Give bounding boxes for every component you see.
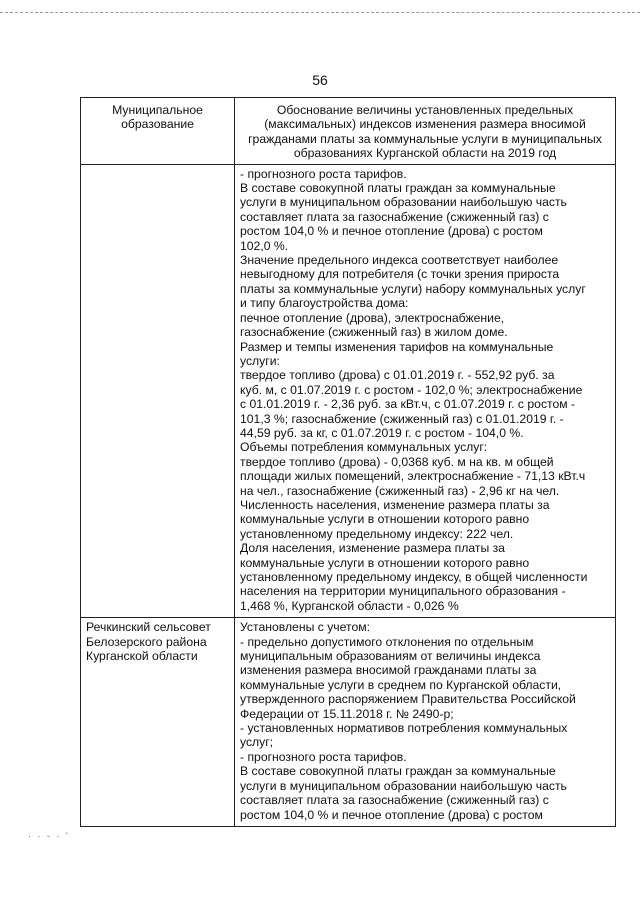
header-justification bbox=[235, 98, 616, 165]
justification-line: Значение предельного индекса соответствует наиболее bbox=[240, 253, 559, 268]
justification-cell bbox=[235, 164, 616, 618]
justification-line: утвержденного распоряжением Правительства Российской bbox=[240, 692, 576, 707]
justification-line: платы за коммунальные услуги) набору коммунальных услуг bbox=[240, 281, 586, 296]
justification-line: коммунальные услуги в среднем по Курганской области, bbox=[240, 677, 562, 692]
justification-line: Доля населения, изменение размера платы за bbox=[240, 541, 505, 556]
justification-line: площади жилых помещений, электроснабжение - 71,13 кВт.ч bbox=[240, 469, 586, 484]
justification-line: муниципальным образованиям от величины индекса bbox=[240, 649, 541, 664]
justification-line: ростом 104,0 % и печное отопление (дрова) с ростом bbox=[240, 807, 543, 822]
justification-line: 1,468 %, Курганской области - 0,026 % bbox=[240, 598, 459, 613]
justification-line: Численность населения, изменение размера платы за bbox=[240, 497, 550, 512]
justification-line: Федерации от 15.11.2018 г. № 2490-р; bbox=[240, 706, 454, 721]
header-justification-line: гражданами платы за коммунальные услуги в муниципальных bbox=[248, 131, 602, 146]
justification-line: установленному предельному индексу: 222 чел. bbox=[240, 526, 514, 541]
scan-mark: · · - · ' bbox=[28, 831, 70, 841]
justification-line: ростом 104,0 % и печное отопление (дрова) с ростом bbox=[240, 224, 543, 239]
municipality-line: Речкинский сельсовет bbox=[86, 620, 211, 635]
municipality-line: Курганской области bbox=[86, 649, 198, 664]
justification-line: и типу благоустройства дома: bbox=[240, 296, 409, 311]
justification-line: услуги: bbox=[240, 353, 280, 368]
justification-line: - установленных нормативов потребления коммунальных bbox=[240, 721, 568, 736]
justification-line: коммунальные услуги в отношении которого равно bbox=[240, 512, 530, 527]
justification-line: - прогнозного роста тарифов. bbox=[240, 749, 407, 764]
justification-line: коммунальные услуги в отношении которого равно bbox=[240, 555, 530, 570]
justification-line: составляет плата за газоснабжение (сжиженный газ) с bbox=[240, 793, 549, 808]
justification-line: 44,59 руб. за кг, с 01.07.2019 г. с ростом - 104,0 %. bbox=[240, 425, 524, 440]
page-number: 56 bbox=[312, 72, 328, 88]
justification-cell bbox=[235, 618, 616, 827]
justification-line: твердое топливо (дрова) с 01.01.2019 г. - 552,92 руб. за bbox=[240, 368, 555, 383]
header-justification-line: (максимальных) индексов изменения размера вносимой bbox=[264, 117, 586, 132]
table-header-row bbox=[81, 98, 616, 165]
header-municipality bbox=[81, 98, 235, 165]
justification-line: установленному предельному индексу, в общей численности bbox=[240, 570, 588, 584]
justification-line: - прогнозного роста тарифов. bbox=[240, 166, 407, 181]
justification-line: твердое топливо (дрова) - 0,0368 куб. м на кв. м общей bbox=[240, 454, 554, 469]
header-municipality-line: образование bbox=[121, 117, 194, 132]
municipality-cell bbox=[81, 164, 235, 618]
header-justification-line: Обоснование величины установленных предельных bbox=[276, 103, 574, 117]
justification-line: услуги в муниципальном образовании наибольшую часть bbox=[240, 195, 567, 210]
justification-line: невыгодному для потребителя (с точки зрения прироста bbox=[240, 267, 560, 282]
justification-line: на чел., газоснабжение (сжиженный газ) - 2,96 кг на чел. bbox=[240, 483, 560, 498]
table-row bbox=[81, 164, 616, 618]
justification-line: В составе совокупной платы граждан за коммунальные bbox=[240, 764, 556, 779]
justification-line: составляет плата за газоснабжение (сжиженный газ) с bbox=[240, 209, 549, 224]
justification-line: услуги в муниципальном образовании наибольшую часть bbox=[240, 778, 567, 793]
justification-line: населения на территории муниципального образования - bbox=[240, 584, 566, 599]
justification-line: Объемы потребления коммунальных услуг: bbox=[240, 440, 488, 455]
scan-top-border bbox=[0, 12, 640, 13]
justification-line: газоснабжение (сжиженный газ) в жилом доме. bbox=[240, 325, 508, 340]
justification-table bbox=[80, 97, 616, 827]
justification-line: В составе совокупной платы граждан за коммунальные bbox=[240, 181, 556, 196]
justification-line: - предельно допустимого отклонения по отдельным bbox=[240, 634, 534, 649]
municipality-cell bbox=[81, 618, 235, 827]
justification-line: Размер и темпы изменения тарифов на коммунальные bbox=[240, 339, 554, 354]
justification-line: услуг; bbox=[240, 735, 274, 750]
justification-line: Установлены с учетом: bbox=[240, 620, 370, 635]
municipality-line: Белозерского района bbox=[86, 634, 207, 649]
header-municipality-line: Муниципальное bbox=[112, 103, 203, 117]
justification-line: 101,3 %; газоснабжение (сжиженный газ) с 01.01.2019 г. - bbox=[240, 411, 564, 426]
justification-line: 102,0 %. bbox=[240, 238, 289, 253]
justification-line: изменения размера вносимой гражданами платы за bbox=[240, 663, 537, 678]
header-justification-line: образованиях Курганской области на 2019 год bbox=[293, 146, 557, 161]
table-row bbox=[81, 618, 616, 827]
justification-line: печное отопление (дрова), электроснабжение, bbox=[240, 310, 505, 325]
justification-line: куб. м, с 01.07.2019 г. с ростом - 102,0 %; электроснабжение bbox=[240, 382, 583, 397]
justification-line: с 01.01.2019 г. - 2,36 руб. за кВт.ч, с 01.07.2019 г. с ростом - bbox=[240, 397, 576, 412]
